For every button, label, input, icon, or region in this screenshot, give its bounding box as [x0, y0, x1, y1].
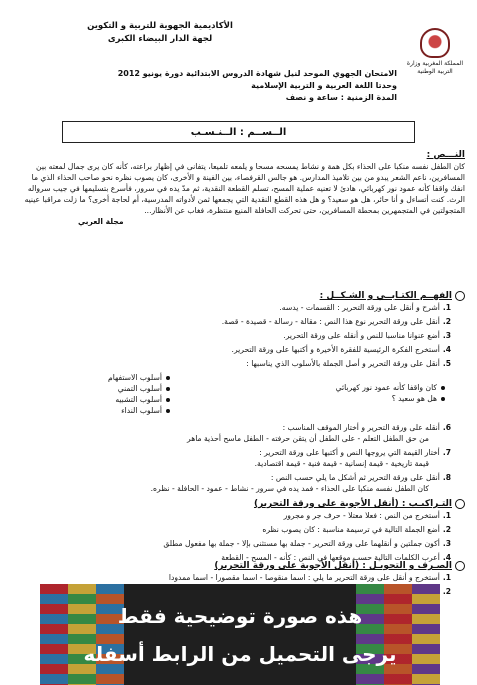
academy-line-1: الأكاديمية الجهوية للتربية و التكوين	[87, 21, 233, 31]
styles-column	[18, 372, 170, 416]
comprehension-title: الفهــم الكتـابــي و الشـكــل :	[319, 291, 452, 301]
question-item: 5.أنقل على ورقة التحرير و أصل الجملة بالأسلوب الذي يناسبها :	[246, 359, 451, 368]
ministry-header	[403, 28, 467, 76]
question-item: 4.أستخرج الفكرة الرئيسية للفقرة الأخيرة و أكتبها على ورقة التحرير.	[231, 345, 451, 354]
sentence-item: كان واقفا كأنه عمود نور كهربائي	[335, 383, 437, 392]
style-item: أسلوب الاستفهام	[108, 373, 162, 382]
question-item: 4.أعرب الكلمات التالية حسب موقعها في النص : كأنه - المسح - القطعة	[221, 553, 451, 562]
matching-table	[18, 372, 465, 416]
academy-header	[80, 20, 240, 46]
exam-info	[100, 68, 397, 104]
comprehension-questions-2	[18, 422, 465, 494]
question-item: 1.أستخرج من النص : فعلا معتلا - حرف جر و مجرور	[283, 511, 451, 520]
style-item: أسلوب النداء	[121, 406, 162, 415]
exam-subjects: وحدتا اللغة العربية و التربية الإسلامية	[251, 81, 397, 90]
text-section	[18, 150, 465, 227]
syntax-section	[18, 498, 465, 566]
stripe	[68, 584, 96, 685]
comprehension-questions	[18, 302, 465, 369]
stripe	[412, 584, 440, 685]
syntax-title: التـراكيـب : (أنقل الأجوبة على ورقة التحرير)	[253, 499, 452, 509]
style-item: أسلوب التشبيه	[115, 395, 162, 404]
exam-title: الامتحان الجهوي الموحد لنيل شهادة الدروس الابتدائية دورة يونيو 2012	[117, 69, 397, 78]
moroccan-emblem-icon	[420, 28, 450, 58]
sentence-item: هل هو سعيد ؟	[391, 394, 437, 403]
stripe	[356, 584, 384, 685]
question-item: 3.أكون جملتين و أنقلهما على ورقة التحرير - جملة بها مستثنى بإلا - جملة بها مفعول مطلق	[163, 539, 451, 548]
text-source: مجلة العربي	[78, 217, 124, 226]
question-item: 2.	[442, 587, 451, 596]
stripe	[384, 584, 412, 685]
section-bullet-icon	[455, 561, 465, 571]
watermark-banner	[40, 584, 440, 685]
question-item: 7.أختار القيمة التي يروجها النص و أكتبها على ورقة التحرير : قيمة تاريخية - قيمة إنسانية - قيمة فنية - قيمة اقتصادية.	[254, 448, 451, 468]
stripe	[40, 584, 68, 685]
question-item: 2.أنقل على ورقة التحرير نوع هذا النص : مقالة - رسالة - قصيدة - قصة.	[221, 317, 451, 326]
question-item: 6.أنقله على ورقة التحرير و أختار الموقف المناسب : من حق الطفل التعلم - على الطفل أن يتقن حرفته - الطفل ماسح أحذية ماهر	[187, 423, 451, 443]
comprehension-section	[18, 290, 465, 497]
ministry-name: المملكة المغربية وزارة التربية الوطنية	[406, 60, 464, 75]
section-bullet-icon	[455, 291, 465, 301]
text-paragraph: كان الطفل نفسه منكبا على الحذاء بكل همة و نشاط يمسحه مسحا و يلمعه تلميعا، يتفانى في إظهار براعته، كأنه كان يرى جمال لمعته بين المسافرين، ناعم الشعر يبدو من بين تلاميذ المدارس. هو جالس القرفصاء، بين الفينة و الأخرى، كان يصوب نظره نحو صاحب الحذاء الذي ما انفك واقفا كأنه عمود نور كهربائي، هادئ لا تعنيه عملية المسح، تسلم القطعة النقدية، ثم مدّ يده في سرور، فأسرع بتسليمها في جيب سرواله الرث. كنت أتساءل و أنا حائر، هل هو سعيد؟ و هل هذه القطع النقدية التي يجمعها ثمن لأدواته المدرسية، أم لحاجة أخرى؟ ما زلت مراقبا عينيه المتجولتين في المتجمهرين بمحطة المسافرين، حتى تحركت الحافلة المنيع منتظرة، فغاب عن الأنظار...	[24, 162, 465, 215]
morphology-title: الصـرف و التحويـل : (أنقل الأجوبة على ورقة التحرير)	[214, 561, 452, 571]
academy-line-2: لجهة الدار البيضاء الكبرى	[107, 34, 213, 44]
watermark-line-1: هذه صورة توضيحية فقط	[117, 604, 363, 628]
stripe	[96, 584, 124, 685]
question-item: 1.أستخرج و أنقل على ورقة التحرير ما يلي : اسما منقوصا - اسما مقصورا - اسما ممدودا	[168, 573, 451, 582]
question-item: 8.أنقل على ورقة التحرير ثم أشكل ما يلي حسب النص : كان الطفل نفسه منكبا على الحذاء - فمد يده في سرور - نشاط - عمود - الحافلة - نظره.	[150, 473, 451, 493]
student-name-box: الــســم : الــنـسـب	[62, 121, 415, 143]
exam-duration: المدة الزمنية : ساعة و نصف	[285, 93, 397, 102]
question-item: 2.أضع الجملة التالية في ترسيمة مناسبة : كان يصوب نظره	[262, 525, 451, 534]
sentences-column	[336, 372, 445, 416]
watermark-line-2: يرجى التحميل من الرابط أسفله	[83, 642, 397, 666]
section-bullet-icon	[455, 499, 465, 509]
style-item: أسلوب التمني	[117, 384, 162, 393]
text-title: النـــص :	[426, 150, 465, 160]
question-item: 1.أشرح و أنقل على ورقة التحرير : القسمات - يدسه.	[279, 303, 451, 312]
question-item: 3.أضع عنوانا مناسبا للنص و أنقله على ورقة التحرير.	[283, 331, 451, 340]
syntax-questions	[18, 510, 465, 563]
